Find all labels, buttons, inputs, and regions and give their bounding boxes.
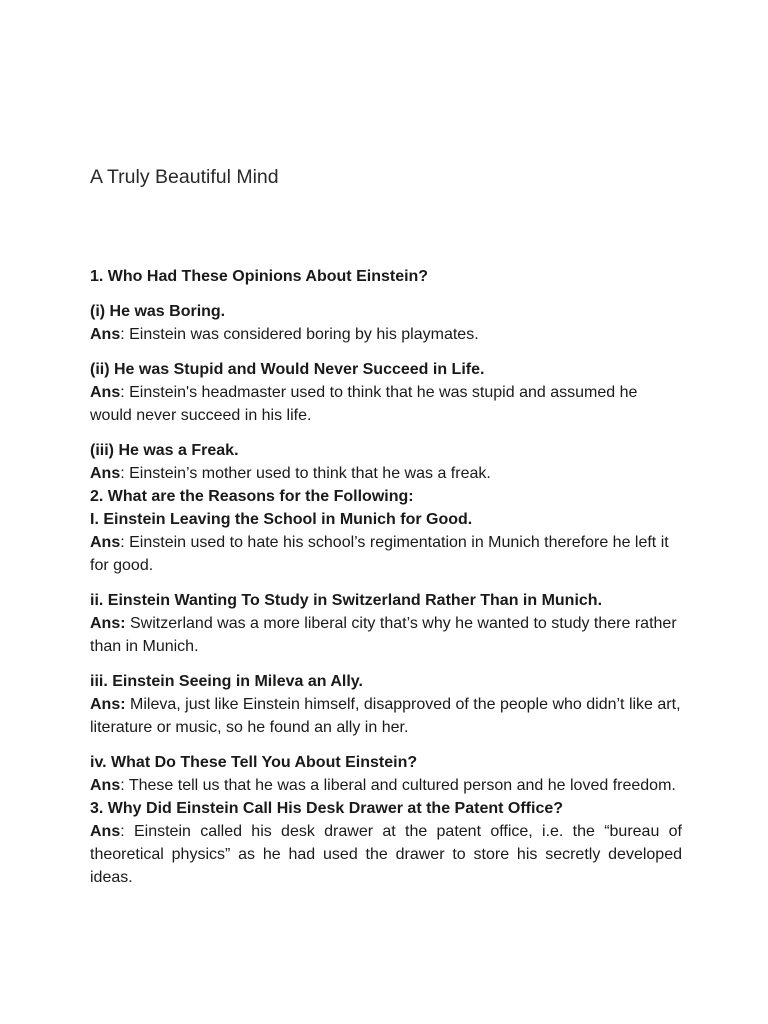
document-title: A Truly Beautiful Mind — [90, 166, 279, 188]
ans-label: Ans — [90, 777, 121, 794]
answer-2-ii — [90, 612, 682, 658]
answer-text: : Einstein called his desk drawer at the patent office, i.e. the “bureau of theoretical physics” as he had used the drawer to store his secretly developed ideas. — [90, 823, 682, 886]
ans-label: Ans: — [90, 615, 126, 632]
question-1-ii: (ii) He was Stupid and Would Never Succeed in Life. — [90, 361, 485, 378]
question-2-iii: iii. Einstein Seeing in Mileva an Ally. — [90, 673, 363, 690]
answer-text: : Einstein used to hate his school’s regimentation in Munich therefore he left it for good. — [90, 534, 669, 574]
answer-3 — [90, 820, 682, 889]
answer-text: Mileva, just like Einstein himself, disapproved of the people who didn’t like art, literature or music, so he found an ally in her. — [90, 696, 681, 736]
answer-2-iii — [90, 693, 682, 739]
question-1-heading: 1. Who Had These Opinions About Einstein? — [90, 268, 429, 285]
question-1-i: (i) He was Boring. — [90, 303, 226, 320]
answer-2-iv — [90, 774, 682, 797]
ans-label: Ans — [90, 534, 121, 551]
answer-text: : Einstein was considered boring by his playmates. — [120, 326, 479, 343]
answer-1-i — [90, 323, 682, 346]
answer-1-ii — [90, 381, 682, 427]
ans-label: Ans — [90, 465, 121, 482]
answer-1-iii — [90, 462, 682, 485]
ans-label: Ans: — [90, 696, 126, 713]
question-1-iii: (iii) He was a Freak. — [90, 442, 239, 459]
answer-2-I — [90, 531, 682, 577]
ans-label: Ans — [90, 384, 121, 401]
question-2-ii: ii. Einstein Wanting To Study in Switzerland Rather Than in Munich. — [90, 592, 603, 609]
question-2-heading: 2. What are the Reasons for the Following: — [90, 488, 414, 505]
answer-text: Switzerland was a more liberal city that’s why he wanted to study there rather than in Munich. — [90, 615, 677, 655]
answer-text: : Einstein's headmaster used to think that he was stupid and assumed he would never succeed in his life. — [90, 384, 638, 424]
ans-label: Ans — [90, 823, 121, 840]
question-2-I: I. Einstein Leaving the School in Munich for Good. — [90, 511, 473, 528]
question-3-heading: 3. Why Did Einstein Call His Desk Drawer at the Patent Office? — [90, 800, 564, 817]
ans-label: Ans — [90, 326, 121, 343]
question-2-iv: iv. What Do These Tell You About Einstein? — [90, 754, 418, 771]
document-body — [90, 265, 682, 889]
answer-text: : These tell us that he was a liberal and cultured person and he loved freedom. — [120, 777, 676, 794]
answer-text: : Einstein’s mother used to think that he was a freak. — [120, 465, 491, 482]
